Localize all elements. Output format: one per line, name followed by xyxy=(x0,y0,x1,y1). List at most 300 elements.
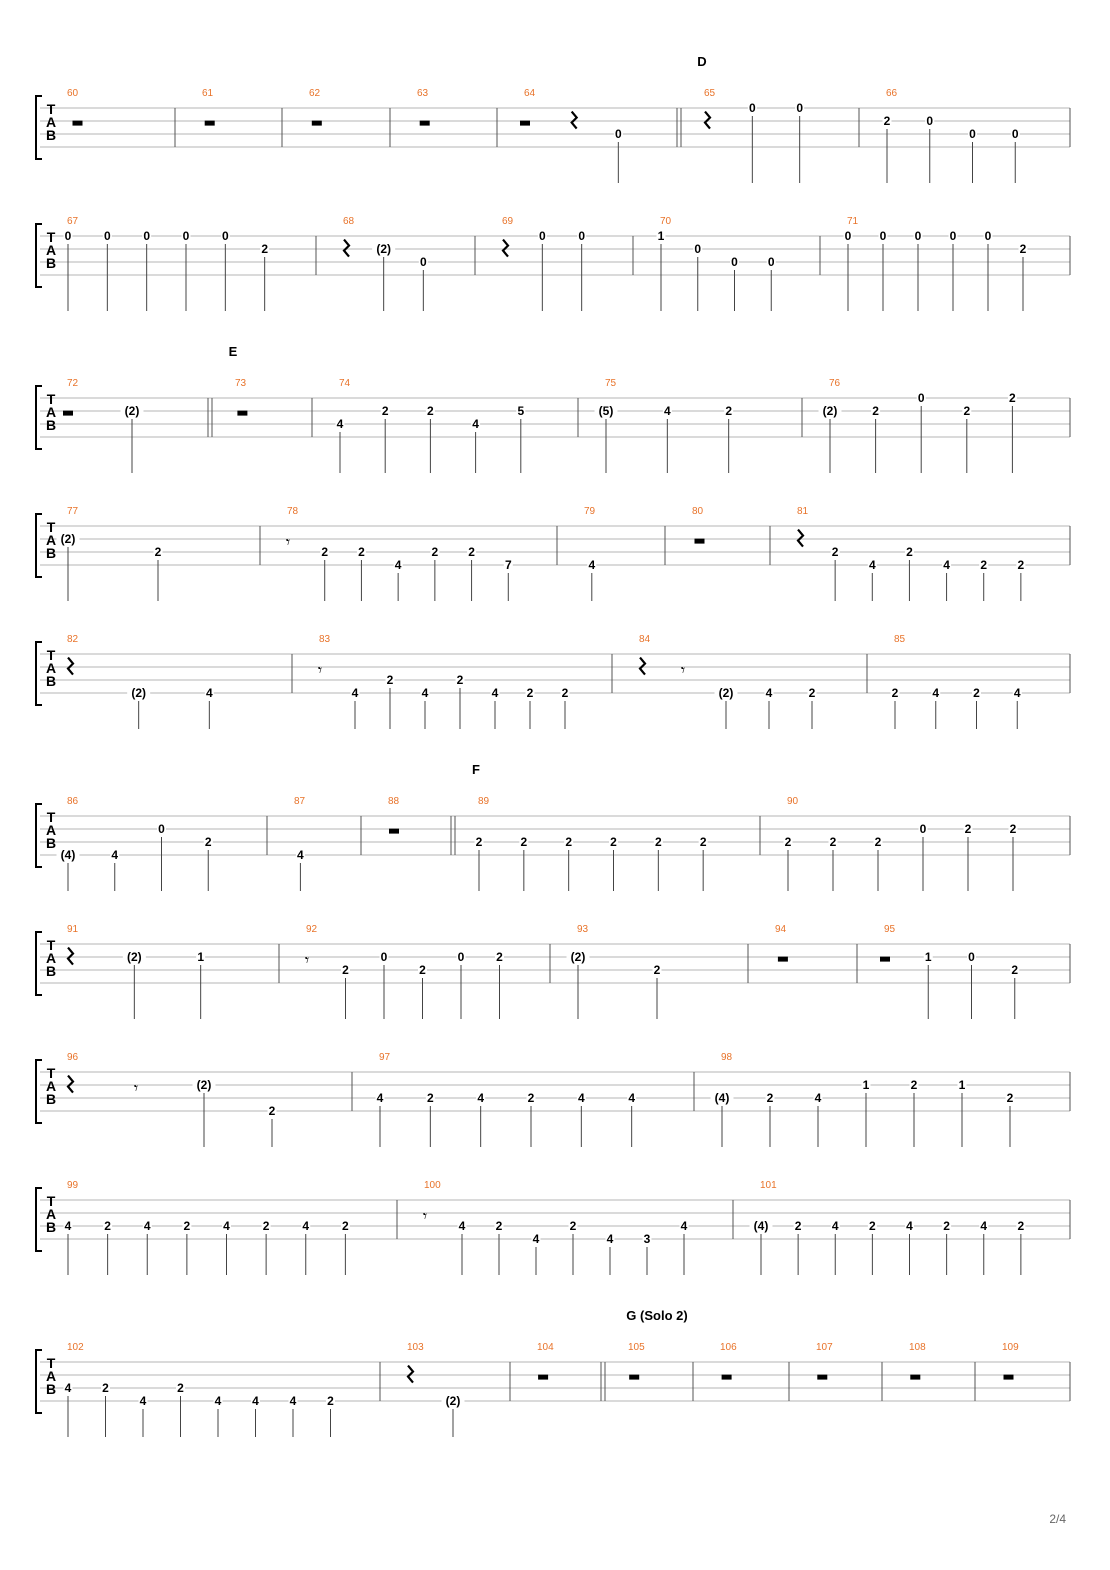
system-bracket xyxy=(36,932,42,995)
measure xyxy=(67,88,83,126)
tab-clef-letter: A xyxy=(45,1206,57,1222)
tab-clef-letter: T xyxy=(46,391,56,407)
system-bracket xyxy=(36,1188,42,1251)
fret-number: 2 xyxy=(910,1078,918,1092)
measure-number: 61 xyxy=(202,88,214,99)
fret-number: 2 xyxy=(766,1091,774,1105)
tab-clef-letter: B xyxy=(45,417,57,433)
measure xyxy=(711,1052,1015,1147)
tab-clef-letter: B xyxy=(45,127,57,143)
measure-number: 70 xyxy=(660,216,672,227)
system-bracket xyxy=(36,642,42,705)
fret-number: 4 xyxy=(906,1219,913,1233)
fret-number: 4 xyxy=(394,558,402,572)
fret-number: 0 xyxy=(926,114,934,128)
measure-number: 65 xyxy=(704,88,716,99)
measure xyxy=(720,1342,737,1380)
half-rest xyxy=(1004,1375,1014,1380)
fret-number: 2 xyxy=(154,545,162,559)
fret-number: 4 xyxy=(868,558,876,572)
half-rest xyxy=(910,1375,920,1380)
fret-number: 4 xyxy=(932,686,940,700)
fret-number: 4 xyxy=(214,1394,222,1408)
measure-number: 72 xyxy=(67,378,79,389)
fret-number: 4 xyxy=(831,1219,839,1233)
measure-number: 86 xyxy=(67,796,79,807)
measure xyxy=(657,216,776,311)
measure xyxy=(628,1342,645,1380)
measure-number: 64 xyxy=(524,88,536,99)
fret-number: 0 xyxy=(914,229,922,243)
fret-number: 2 xyxy=(963,404,971,418)
staff-system xyxy=(36,54,1070,183)
quarter-rest xyxy=(408,1366,413,1383)
measure xyxy=(343,216,428,311)
tab-clef-letter: T xyxy=(46,1193,56,1209)
measure xyxy=(1002,1342,1019,1380)
measure xyxy=(891,634,1022,729)
tab-clef-letter: B xyxy=(45,1381,57,1397)
fret-number: (2) xyxy=(131,686,147,700)
fret-number: 0 xyxy=(949,229,957,243)
measure-number: 83 xyxy=(319,634,331,645)
fret-number: 4 xyxy=(472,417,479,431)
fret-number: (2) xyxy=(376,242,392,256)
measure xyxy=(202,88,215,126)
fret-number: 2 xyxy=(569,1219,577,1233)
fret-number: 2 xyxy=(829,835,837,849)
tab-clef-letter: B xyxy=(45,835,57,851)
fret-number: 2 xyxy=(1011,963,1019,977)
half-rest xyxy=(629,1375,639,1380)
measure xyxy=(407,1342,465,1437)
fret-number: (2) xyxy=(60,532,76,546)
fret-number: 7 xyxy=(504,558,512,572)
fret-number: 0 xyxy=(457,950,465,964)
fret-number: 2 xyxy=(973,686,980,700)
measure xyxy=(57,796,213,891)
measure xyxy=(305,924,504,1019)
measure xyxy=(67,924,205,1019)
measure-number: 62 xyxy=(309,88,321,99)
quarter-rest xyxy=(68,948,73,965)
fret-number: 2 xyxy=(183,1219,191,1233)
staff-system xyxy=(36,924,1070,1019)
fret-number: 0 xyxy=(879,229,887,243)
fret-number: 4 xyxy=(491,686,499,700)
tab-clef-letter: A xyxy=(45,242,57,258)
fret-number: 1 xyxy=(657,229,665,243)
measure-number: 94 xyxy=(775,924,787,935)
fret-number: 2 xyxy=(468,545,475,559)
measure-number: 105 xyxy=(628,1342,645,1353)
measure-number: 106 xyxy=(720,1342,737,1353)
half-rest xyxy=(538,1375,548,1380)
fret-number: 2 xyxy=(565,835,573,849)
fret-number: 2 xyxy=(526,686,534,700)
fret-number: 2 xyxy=(431,545,439,559)
staff-system xyxy=(36,1052,1070,1147)
measure xyxy=(294,796,306,891)
measure-number: 96 xyxy=(67,1052,79,1063)
fret-number: 4 xyxy=(336,417,344,431)
fret-number: 2 xyxy=(177,1381,184,1395)
measure-number: 97 xyxy=(379,1052,391,1063)
fret-number: 0 xyxy=(64,229,72,243)
measure xyxy=(64,216,270,311)
measure-number: 87 xyxy=(294,796,306,807)
half-rest xyxy=(73,121,83,126)
section-marker: F xyxy=(472,762,480,777)
system-bracket xyxy=(36,804,42,867)
eighth-rest: 𝄾 xyxy=(680,662,686,680)
staff-system xyxy=(36,634,1070,729)
fret-number: 2 xyxy=(883,114,891,128)
fret-number: 2 xyxy=(1017,1219,1025,1233)
fret-number: 2 xyxy=(527,1091,535,1105)
fret-number: (4) xyxy=(714,1091,730,1105)
fret-number: 2 xyxy=(794,1219,802,1233)
measure xyxy=(819,378,1017,473)
half-rest xyxy=(817,1375,827,1380)
staff-system xyxy=(36,506,1070,601)
fret-number: (4) xyxy=(60,848,76,862)
measure xyxy=(909,1342,926,1380)
fret-number: 2 xyxy=(426,1091,434,1105)
tab-clef-letter: T xyxy=(46,937,56,953)
half-rest xyxy=(312,121,322,126)
measure-number: 103 xyxy=(407,1342,424,1353)
tab-clef-letter: B xyxy=(45,963,57,979)
fret-number: 0 xyxy=(796,101,804,115)
fret-number: (5) xyxy=(598,404,614,418)
quarter-rest xyxy=(503,240,508,257)
eighth-rest: 𝄾 xyxy=(285,534,291,552)
fret-number: 1 xyxy=(924,950,932,964)
measure-number: 78 xyxy=(287,506,299,517)
half-rest xyxy=(778,957,788,962)
fret-number: 4 xyxy=(765,686,773,700)
tab-clef-letter: T xyxy=(46,519,56,535)
fret-number: 0 xyxy=(103,229,111,243)
measure-number: 90 xyxy=(787,796,799,807)
measure-number: 67 xyxy=(67,216,79,227)
fret-number: 4 xyxy=(663,404,671,418)
fret-number: 4 xyxy=(421,686,429,700)
measure-number: 79 xyxy=(584,506,596,517)
measure-number: 63 xyxy=(417,88,429,99)
fret-number: 0 xyxy=(968,950,975,964)
fret-number: 4 xyxy=(980,1219,988,1233)
fret-number: 2 xyxy=(104,1219,111,1233)
measure xyxy=(336,378,526,473)
measure xyxy=(883,88,1020,183)
fret-number: 4 xyxy=(588,558,596,572)
fret-number: 4 xyxy=(252,1394,259,1408)
quarter-rest xyxy=(68,1076,73,1093)
fret-number: 2 xyxy=(906,545,913,559)
system-bracket xyxy=(36,1350,42,1413)
measure xyxy=(750,1180,1026,1275)
measure-number: 74 xyxy=(339,378,351,389)
tab-clef-letter: A xyxy=(45,660,57,676)
measure xyxy=(639,634,817,729)
measure-number: 69 xyxy=(502,216,514,227)
fret-number: 2 xyxy=(874,835,882,849)
fret-number: 4 xyxy=(477,1091,485,1105)
section-marker: G (Solo 2) xyxy=(626,1308,688,1323)
system-bracket xyxy=(36,1060,42,1123)
measure-number: 76 xyxy=(829,378,841,389)
fret-number: 2 xyxy=(943,1219,950,1233)
fret-number: 2 xyxy=(1009,822,1017,836)
measure-number: 73 xyxy=(235,378,247,389)
fret-number: 2 xyxy=(204,835,212,849)
fret-number: 2 xyxy=(321,545,329,559)
measure xyxy=(388,796,455,855)
staff-system xyxy=(36,216,1070,311)
fret-number: 0 xyxy=(844,229,852,243)
half-rest xyxy=(389,829,399,834)
quarter-rest xyxy=(68,658,73,675)
fret-number: 2 xyxy=(358,545,365,559)
measure-number: 101 xyxy=(760,1180,777,1191)
fret-number: 2 xyxy=(268,1104,276,1118)
fret-number: 0 xyxy=(578,229,586,243)
measure-number: 81 xyxy=(797,506,809,517)
quarter-rest xyxy=(798,530,803,547)
tab-clef-letter: T xyxy=(46,1355,56,1371)
fret-number: 2 xyxy=(980,558,988,572)
staff-system xyxy=(36,344,1070,473)
measure-number: 77 xyxy=(67,506,79,517)
fret-number: (2) xyxy=(126,950,142,964)
fret-number: 2 xyxy=(891,686,899,700)
tab-clef-letter: T xyxy=(46,101,56,117)
fret-number: 0 xyxy=(614,127,622,141)
system-bracket xyxy=(36,386,42,449)
fret-number: 2 xyxy=(262,1219,270,1233)
measure-number: 75 xyxy=(605,378,617,389)
fret-number: 4 xyxy=(205,686,213,700)
measure xyxy=(816,1342,833,1380)
measure xyxy=(423,1180,689,1275)
half-rest xyxy=(695,539,705,544)
fret-number: 4 xyxy=(111,848,119,862)
fret-number: 2 xyxy=(419,963,426,977)
system-bracket xyxy=(36,514,42,577)
measure xyxy=(775,924,788,962)
tab-clef-letter: B xyxy=(45,255,57,271)
fret-number: 2 xyxy=(869,1219,876,1233)
fret-number: 4 xyxy=(64,1219,72,1233)
tab-clef-letter: B xyxy=(45,545,57,561)
eighth-rest: 𝄾 xyxy=(133,1080,139,1098)
fret-number: 4 xyxy=(628,1091,636,1105)
fret-number: 2 xyxy=(342,963,349,977)
measure-number: 60 xyxy=(67,88,79,99)
measure xyxy=(880,924,1019,1019)
measure-number: 68 xyxy=(343,216,355,227)
fret-number: 4 xyxy=(680,1219,688,1233)
system-bracket xyxy=(36,224,42,287)
fret-number: 2 xyxy=(654,835,662,849)
measure xyxy=(235,378,247,416)
fret-number: 0 xyxy=(158,822,165,836)
fret-number: 2 xyxy=(427,404,434,418)
measure xyxy=(537,1342,605,1401)
half-rest xyxy=(63,411,73,416)
half-rest xyxy=(205,121,215,126)
half-rest xyxy=(880,957,890,962)
fret-number: 4 xyxy=(943,558,950,572)
fret-number: 0 xyxy=(748,101,756,115)
eighth-rest: 𝄾 xyxy=(317,662,323,680)
measure-number: 82 xyxy=(67,634,79,645)
measure xyxy=(286,506,513,601)
fret-number: 2 xyxy=(1019,242,1027,256)
fret-number: (2) xyxy=(124,404,140,418)
measure xyxy=(692,506,705,544)
fret-number: 0 xyxy=(694,242,702,256)
system-bracket xyxy=(36,96,42,159)
fret-number: 2 xyxy=(784,835,792,849)
fret-number: 0 xyxy=(984,229,992,243)
page-number: 2/4 xyxy=(1049,1512,1066,1526)
fret-number: 4 xyxy=(458,1219,466,1233)
fret-number: 4 xyxy=(64,1381,72,1395)
fret-number: 4 xyxy=(814,1091,822,1105)
measure xyxy=(475,796,708,891)
measure-number: 80 xyxy=(692,506,704,517)
fret-number: 2 xyxy=(342,1219,349,1233)
quarter-rest xyxy=(572,112,577,129)
measure-number: 84 xyxy=(639,634,651,645)
fret-number: (2) xyxy=(196,1078,212,1092)
fret-number: 2 xyxy=(699,835,707,849)
fret-number: 1 xyxy=(197,950,205,964)
fret-number: 4 xyxy=(289,1394,297,1408)
measure-number: 95 xyxy=(884,924,896,935)
eighth-rest: 𝄾 xyxy=(304,952,310,970)
staff-system xyxy=(36,1180,1070,1275)
measure-number: 85 xyxy=(894,634,906,645)
fret-number: (2) xyxy=(718,686,734,700)
measure-number: 92 xyxy=(306,924,318,935)
measure xyxy=(520,88,681,183)
fret-number: 2 xyxy=(261,242,269,256)
fret-number: 2 xyxy=(1006,1091,1014,1105)
fret-number: (2) xyxy=(570,950,586,964)
half-rest xyxy=(237,411,247,416)
measure-number: 109 xyxy=(1002,1342,1019,1353)
fret-number: 4 xyxy=(376,1091,384,1105)
measure xyxy=(318,634,570,729)
half-rest xyxy=(420,121,430,126)
measure xyxy=(64,1180,350,1275)
measure xyxy=(844,216,1028,311)
measure xyxy=(64,1342,336,1437)
fret-number: 2 xyxy=(831,545,839,559)
fret-number: 0 xyxy=(182,229,190,243)
fret-number: 4 xyxy=(223,1219,230,1233)
fret-number: 4 xyxy=(351,686,359,700)
eighth-rest: 𝄾 xyxy=(422,1208,428,1226)
measure-number: 99 xyxy=(67,1180,79,1191)
tab-clef-letter: A xyxy=(45,950,57,966)
measure-number: 108 xyxy=(909,1342,926,1353)
measure-number: 89 xyxy=(478,796,490,807)
measure-number: 91 xyxy=(67,924,79,935)
fret-number: 4 xyxy=(606,1232,614,1246)
quarter-rest xyxy=(705,112,710,129)
half-rest xyxy=(520,121,530,126)
fret-number: 0 xyxy=(380,950,388,964)
measure-number: 88 xyxy=(388,796,400,807)
tab-clef-letter: A xyxy=(45,822,57,838)
fret-number: 2 xyxy=(386,673,394,687)
fret-number: 2 xyxy=(1017,558,1025,572)
staff-system xyxy=(36,1308,1070,1437)
tab-clef-letter: A xyxy=(45,114,57,130)
fret-number: 4 xyxy=(1013,686,1021,700)
half-rest xyxy=(722,1375,732,1380)
fret-number: 5 xyxy=(517,404,525,418)
measure xyxy=(63,378,212,473)
measure xyxy=(67,1052,277,1147)
measure xyxy=(567,924,662,1019)
fret-number: 2 xyxy=(561,686,569,700)
fret-number: 0 xyxy=(731,255,738,269)
fret-number: 2 xyxy=(964,822,972,836)
fret-number: 2 xyxy=(327,1394,334,1408)
fret-number: 2 xyxy=(808,686,816,700)
measure-number: 71 xyxy=(847,216,859,227)
fret-number: 4 xyxy=(297,848,304,862)
measure xyxy=(309,88,322,126)
fret-number: 0 xyxy=(969,127,976,141)
measure xyxy=(584,506,596,601)
fret-number: (4) xyxy=(753,1219,769,1233)
tab-clef-letter: B xyxy=(45,673,57,689)
fret-number: 2 xyxy=(610,835,617,849)
measure xyxy=(704,88,804,183)
measure-number: 102 xyxy=(67,1342,84,1353)
tab-clef-letter: T xyxy=(46,647,56,663)
section-marker: D xyxy=(697,54,707,69)
staff-system xyxy=(36,762,1070,891)
measure-number: 66 xyxy=(886,88,898,99)
fret-number: 2 xyxy=(653,963,661,977)
fret-number: 1 xyxy=(958,1078,966,1092)
fret-number: (2) xyxy=(445,1394,461,1408)
fret-number: 0 xyxy=(919,822,927,836)
fret-number: 2 xyxy=(725,404,733,418)
fret-number: 2 xyxy=(520,835,528,849)
fret-number: 2 xyxy=(456,673,464,687)
tab-clef-letter: A xyxy=(45,404,57,420)
measure xyxy=(57,506,163,601)
fret-number: 0 xyxy=(143,229,151,243)
measure xyxy=(595,378,734,473)
measure-number: 104 xyxy=(537,1342,554,1353)
fret-number: 3 xyxy=(643,1232,651,1246)
fret-number: 0 xyxy=(419,255,427,269)
fret-number: 4 xyxy=(302,1219,310,1233)
section-marker: E xyxy=(228,344,238,359)
tab-clef-letter: B xyxy=(45,1091,57,1107)
measure xyxy=(797,506,1025,601)
